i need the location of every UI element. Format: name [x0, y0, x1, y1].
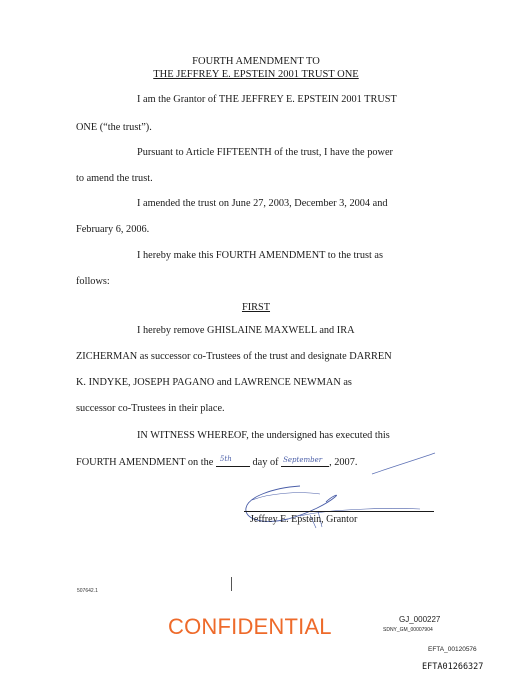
- handwritten-month: September: [283, 456, 323, 464]
- paragraph-2-line-2: to amend the trust.: [76, 173, 153, 184]
- execution-text-mid: day of: [252, 457, 279, 468]
- paragraph-6-line-1: IN WITNESS WHEREOF, the undersigned has executed this: [137, 430, 390, 441]
- paragraph-1-line-1: I am the Grantor of THE JEFFREY E. EPSTEIN 2001 TRUST: [137, 94, 397, 105]
- title-line-1: FOURTH AMENDMENT TO: [192, 56, 320, 67]
- paragraph-5-line-1: I hereby remove GHISLAINE MAXWELL and IRA: [137, 325, 355, 336]
- sdny-bates-number: SDNY_GM_00007904: [383, 627, 433, 633]
- paragraph-1-line-2: ONE (“the trust”).: [76, 122, 152, 133]
- handwritten-day: 5th: [219, 455, 232, 463]
- signer-name: Jeffrey E. Epstein, Grantor: [250, 514, 358, 525]
- paragraph-4-line-1: I hereby make this FOURTH AMENDMENT to the trust as: [137, 250, 384, 261]
- scan-mark: [231, 577, 232, 591]
- execution-text-pre: FOURTH AMENDMENT on the: [76, 457, 214, 468]
- paragraph-2-line-1: Pursuant to Article FIFTEENTH of the trust, I have the power: [137, 147, 393, 158]
- efta-bates-small: EFTA_00120576: [428, 646, 477, 653]
- paragraph-5-line-2: ZICHERMAN as successor co-Trustees of the trust and designate DARREN: [76, 351, 392, 362]
- paragraph-4-line-2: follows:: [76, 276, 110, 287]
- execution-text-year: , 2007.: [329, 457, 358, 468]
- paragraph-5-line-4: successor co-Trustees in their place.: [76, 403, 225, 414]
- paragraph-3-line-1: I amended the trust on June 27, 2003, December 3, 2004 and: [137, 198, 388, 209]
- section-heading-text: FIRST: [241, 302, 271, 313]
- confidential-stamp: CONFIDENTIAL: [168, 614, 332, 639]
- paragraph-3-line-2: February 6, 2006.: [76, 224, 150, 235]
- doc-number: 507642.1: [77, 588, 98, 594]
- efta-bates-large: EFTA01266327: [422, 662, 484, 672]
- title-line-2-text: THE JEFFREY E. EPSTEIN 2001 TRUST ONE: [153, 69, 359, 80]
- gj-bates-number: GJ_000227: [399, 615, 441, 624]
- paragraph-5-line-3: K. INDYKE, JOSEPH PAGANO and LAWRENCE NEWMAN as: [76, 377, 352, 388]
- signature-line: [244, 511, 434, 512]
